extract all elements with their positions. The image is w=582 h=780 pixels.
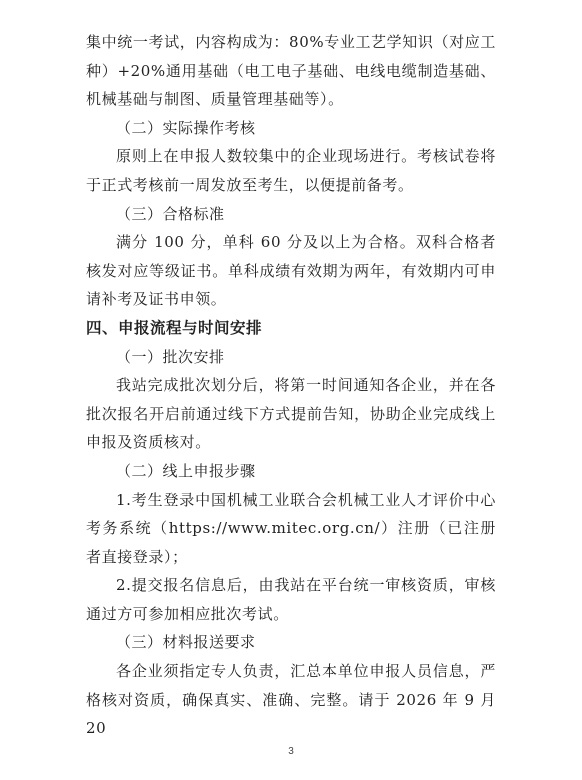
heading-practical-exam: （二）实际操作考核: [116, 118, 256, 137]
paragraph-step-2: 2.提交报名信息后，由我站在平台统一审核资质，审核通过方可参加相应批次考试。: [86, 576, 496, 623]
paragraph-exam-content: 集中统一考试，内容构成为：80%专业工艺学知识（对应工种）+20%通用基础（电工电子基础、电线电缆制造基础、机械基础与制图、质量管理基础等）。: [86, 33, 496, 109]
heading-material-requirements: （三）材料报送要求: [116, 633, 256, 652]
heading-online-steps: （二）线上申报步骤: [116, 461, 256, 480]
section-heading-process: 四、申报流程与时间安排: [86, 318, 263, 337]
paragraph-step-1: 1.考生登录中国机械工业联合会机械工业人才评价中心考务系统（https://www.mitec.org.cn/）注册（已注册者直接登录）；: [86, 490, 496, 566]
heading-pass-standard: （三）合格标准: [116, 204, 225, 223]
paragraph-pass-standard: 满分 100 分，单科 60 分及以上为合格。双科合格者核发对应等级证书。单科成绩有效期为两年，有效期内可申请补考及证书申领。: [86, 233, 496, 309]
heading-batch-arrangement: （一）批次安排: [116, 347, 225, 366]
page-content: [86, 28, 496, 743]
paragraph-batch-arrangement: 我站完成批次划分后，将第一时间通知各企业，并在各批次报名开启前通过线下方式提前告知，协助企业完成线上申报及资质核对。: [86, 376, 496, 452]
paragraph-practical-exam: 原则上在申报人数较集中的企业现场进行。考核试卷将于正式考核前一周发放至考生，以便提前备考。: [86, 147, 496, 194]
paragraph-material-requirements: 各企业须指定专人负责，汇总本单位申报人员信息，严格核对资质，确保真实、准确、完整。请于 2026 年 9 月 20: [86, 662, 496, 738]
page-number: 3: [288, 746, 294, 757]
